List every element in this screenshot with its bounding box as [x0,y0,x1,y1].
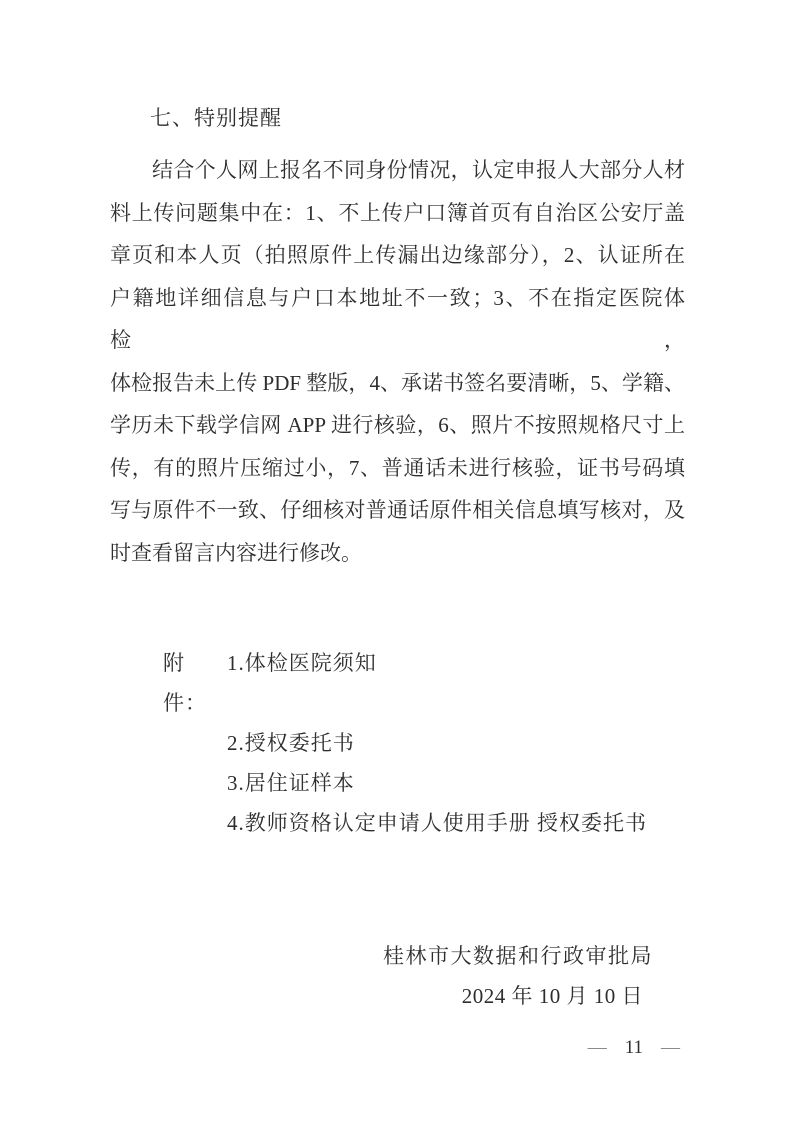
signature-block [110,936,685,1016]
issuing-authority: 桂林市大数据和行政审批局 [383,944,653,968]
attachment-row [163,763,685,803]
page-number-value: 11 [624,1037,643,1058]
section-heading: 七、特别提醒 [150,106,282,130]
attachment-item: 4.教师资格认定申请人使用手册 授权委托书 [227,811,647,835]
attachments-list [110,643,685,843]
issue-date: 2024 年 10 月 10 日 [461,984,643,1008]
attachment-row [163,803,685,843]
attachment-row [163,723,685,763]
attachments-label: 附件： [163,651,207,715]
body-paragraph [110,149,685,574]
paragraph-line: 户籍地详细信息与户口本地址不一致；3、不在指定医院体检， [110,285,685,352]
paragraph-line: 传，有的照片压缩过小，7、普通话未进行核验，证书号码填 [110,455,685,480]
attachment-item: 2.授权委托书 [227,731,355,755]
paragraph-line: 写与原件不一致、仔细核对普通话原件相关信息填写核对，及 [110,498,685,522]
page-number [588,1036,680,1060]
paragraph-line: 结合个人网上报名不同身份情况，认定申报人大部分人材 [152,158,685,182]
page-number-right-dash: — [661,1037,680,1058]
attachment-row [163,643,685,723]
paragraph-line: 学历未下载学信网 APP 进行核验，6、照片不按照规格尺寸上 [110,413,685,437]
attachment-item: 3.居住证样本 [227,771,355,795]
paragraph-line: 时查看留言内容进行修改。 [110,540,362,565]
paragraph-line: 章页和本人页（拍照原件上传漏出边缘部分），2、认证所在 [110,243,685,267]
page-number-left-dash: — [587,1037,607,1058]
attachment-item: 1.体检医院须知 [227,651,377,675]
paragraph-line: 料上传问题集中在：1、不上传户口簿首页有自治区公安厅盖 [110,200,685,225]
paragraph-line: 体检报告未上传 PDF 整版，4、承诺书签名要清晰，5、学籍、 [110,370,685,395]
